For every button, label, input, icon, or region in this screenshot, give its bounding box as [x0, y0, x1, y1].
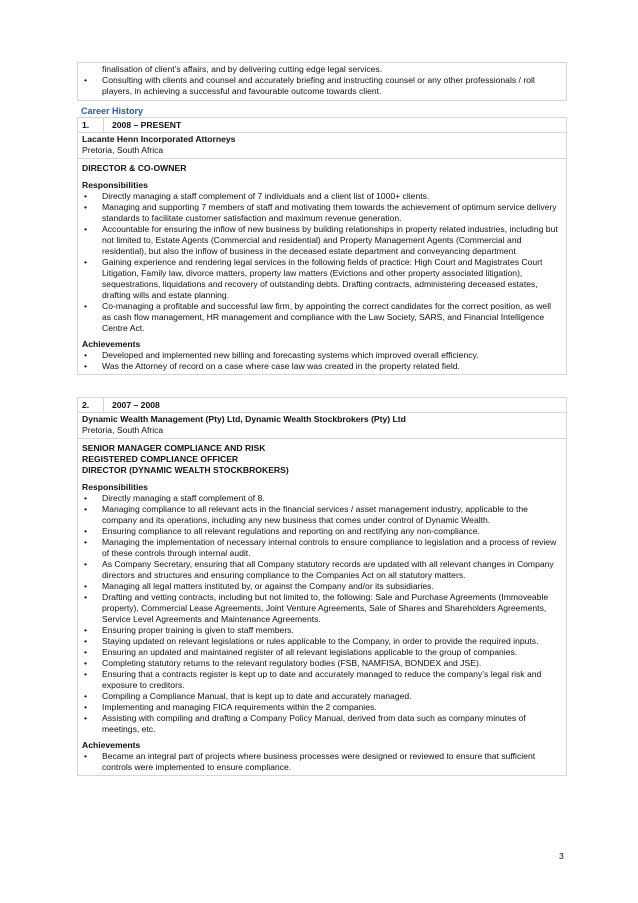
list-item: • Gaining experience and rendering legal services in the following fields of practice: High Court and Magistrates Court Litigation, Family law, divorce matters, property law matters (Evictions and other property associated litigation), sequestrations, liquidations and recovery of outstanding debts. Drafting contracts, administering deceased estates, drafting wills and estate planning.	[82, 257, 562, 301]
job-details	[78, 159, 566, 374]
job-title: DIRECTOR & CO-OWNER	[82, 163, 187, 173]
job-title: REGISTERED COMPLIANCE OFFICER	[82, 454, 239, 464]
list-item: • Managing the implementation of necessary internal controls to ensure compliance to legislation and a process of review of these controls through internal audit.	[82, 537, 562, 559]
responsibilities-heading: Responsibilities	[82, 482, 148, 492]
list-item: • Ensuring that a contracts register is kept up to date and accurately managed to reduce the company’s legal risk and exposure to creditors.	[82, 669, 562, 691]
list-item: • Developed and implemented new billing and forecasting systems which improved overall efficiency.	[82, 350, 562, 361]
previous-job-continuation	[77, 62, 567, 101]
list-item: • Implementing and managing FICA requirements within the 2 companies.	[82, 702, 562, 713]
job-title: DIRECTOR (DYNAMIC WEALTH STOCKBROKERS)	[82, 465, 289, 475]
list-item: • Accountable for ensuring the inflow of new business by building relationships in property related industries, including but not limited to, Estate Agents (Commercial and residential) and Property Management Agents (Commercial and residential), but also the inflow of business in the deceased estate department and conveyancing department	[82, 224, 562, 257]
achievements-heading: Achievements	[82, 740, 141, 750]
job-number: 2.	[78, 398, 104, 412]
list-item: • Compiling a Compliance Manual, that is kept up to date and accurately managed.	[82, 691, 562, 702]
responsibilities-heading: Responsibilities	[82, 180, 148, 190]
achievements-list	[82, 751, 562, 773]
responsibilities-list	[82, 493, 562, 735]
job-title: SENIOR MANAGER COMPLIANCE AND RISK	[82, 443, 266, 453]
job-years: 2007 – 2008	[112, 399, 160, 410]
continuation-block	[78, 63, 566, 100]
list-item: • Directly managing a staff complement of 8.	[82, 493, 562, 504]
list-item: • Was the Attorney of record on a case where case law was created in the property related field.	[82, 361, 562, 372]
job-header	[78, 398, 566, 413]
job-entry-1	[77, 117, 567, 375]
list-item: • Ensuring compliance to all relevant regulations and reporting on and rectifying any non-compliance.	[82, 526, 562, 537]
responsibilities-list	[82, 191, 562, 334]
list-item: • Completing statutory returns to the relevant regulatory bodies (FSB, NAMFISA, BONDEX and JSE).	[82, 658, 562, 669]
list-item: • Co-managing a profitable and successful law firm, by appointing the correct candidates for the correct position, as well as cash flow management, HR management and compliance with the Law Society, SARS, and Financial Intelligence Centre Act.	[82, 301, 562, 334]
list-item: • Consulting with clients and counsel and accurately briefing and instructing counsel or any other professionals / roll players, in achieving a successful and favourable outcome towards client.	[82, 75, 562, 97]
list-item: • Staying updated on relevant legislations or rules applicable to the Company, in order to provide the required inputs.	[82, 636, 562, 647]
career-history-heading: Career History	[81, 106, 144, 116]
list-item: • As Company Secretary, ensuring that all Company statutory records are updated with all relevant changes in Company directors and structures and ensuring compliance to the Companies Act on all statutory matters.	[82, 559, 562, 581]
achievements-heading: Achievements	[82, 339, 141, 349]
company-name: Dynamic Wealth Management (Pty) Ltd, Dynamic Wealth Stockbrokers (Pty) Ltd	[82, 414, 406, 424]
list-item: • Directly managing a staff complement of 7 individuals and a client list of 1000+ clients.	[82, 191, 562, 202]
company-block	[78, 413, 566, 439]
list-item: • Became an integral part of projects where business processes were designed or reviewed to ensure that sufficient controls were implemented to ensure compliance.	[82, 751, 562, 773]
list-item: • Managing compliance to all relevant acts in the financial services / asset management industry, applicable to the company and its operations, including any new business that comes under control of Dynamic Wealth.	[82, 504, 562, 526]
company-block	[78, 133, 566, 159]
company-name: Lacante Henn Incorporated Attorneys	[82, 134, 236, 144]
page-number: 3	[559, 851, 564, 861]
continuation-bullets	[82, 75, 562, 97]
company-location: Pretoria, South Africa	[82, 145, 164, 155]
list-item: • Managing all legal matters instituted by, or against the Company and/or its subsidiaries.	[82, 581, 562, 592]
list-item: • Ensuring an updated and maintained register of all relevant legislations applicable to the group of companies.	[82, 647, 562, 658]
list-item: • Drafting and vetting contracts, including but not limited to, the following: Sale and Purchase Agreements (Immoveable property), Commercial Lease Agreements, Joint Venture Agreements, Sale of Shares and Shareholders Agreements, Service Level Agreements and Maintenance Agreements.	[82, 592, 562, 625]
job-header	[78, 118, 566, 133]
list-item: • Assisting with compiling and drafting a Company Policy Manual, derived from data such as company minutes of meetings, etc.	[82, 713, 562, 735]
job-number: 1.	[78, 118, 104, 132]
achievements-list	[82, 350, 562, 372]
job-years: 2008 – PRESENT	[112, 119, 182, 130]
list-item: • Ensuring proper training is given to staff members.	[82, 625, 562, 636]
continuation-text: finalisation of client’s affairs, and by delivering cutting edge legal services.	[102, 64, 383, 74]
job-details	[78, 439, 566, 775]
list-item: • Managing and supporting 7 members of staff and motivating them towards the achievement of optimum service delivery standards to facilitate customer satisfaction and maximum revenue generation.	[82, 202, 562, 224]
company-location: Pretoria, South Africa	[82, 425, 164, 435]
job-entry-2	[77, 397, 567, 776]
